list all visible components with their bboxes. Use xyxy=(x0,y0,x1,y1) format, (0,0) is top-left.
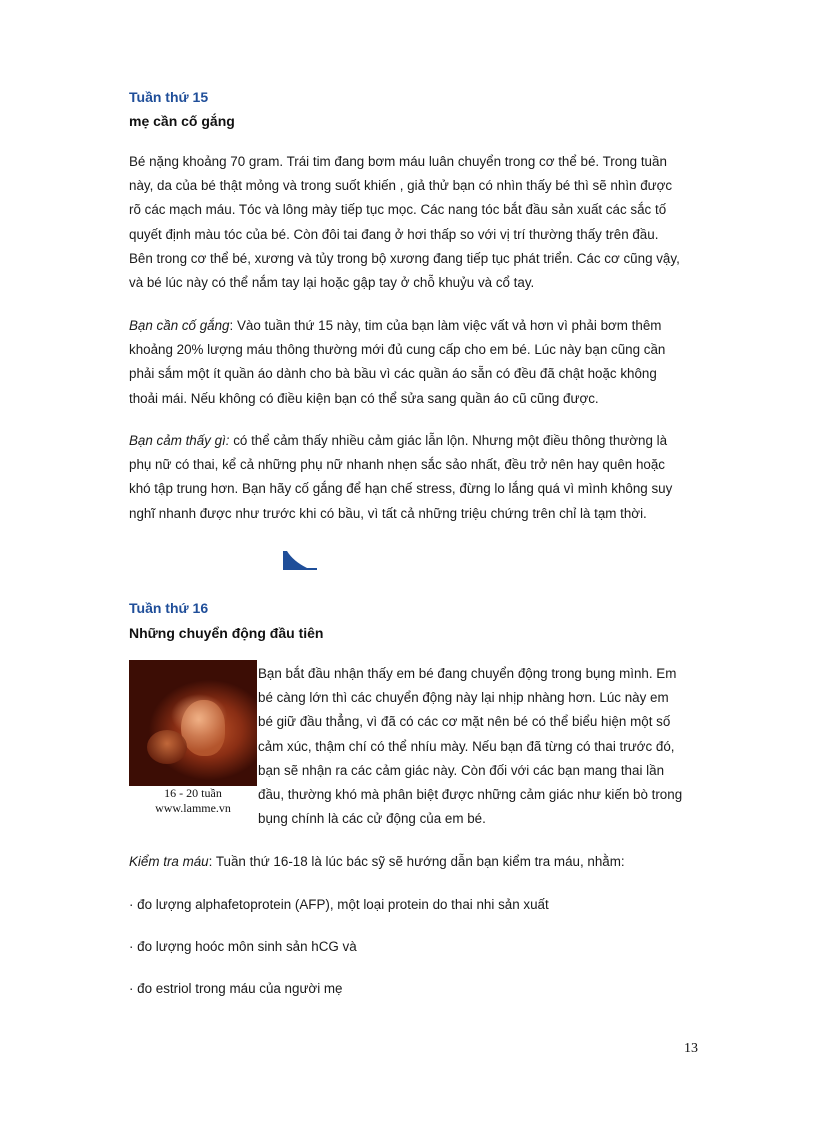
text-fragment: : Tuần thứ 16-18 là lúc bác sỹ sẽ hướng dẫn bạn kiểm tra máu, nhằm: xyxy=(208,854,625,869)
decorative-shape-icon xyxy=(283,551,317,570)
fetus-photo xyxy=(129,660,257,786)
photo-caption-site: www.lamme.vn xyxy=(155,801,231,815)
text-line: rõ các mạch máu. Tóc và lông mày tiếp tục mọc. Các nang tóc bắt đầu sản xuất các sắc tố xyxy=(129,202,667,218)
lead-phrase: Bạn cảm thấy gì: xyxy=(129,433,230,448)
page-number: 13 xyxy=(684,1041,698,1056)
text-line: này, da của bé thật mỏng và trong suốt khiến , giả thử bạn có nhìn thấy bé thì sẽ nhìn được xyxy=(129,178,673,194)
bullet-item: · đo lượng hoóc môn sinh sản hCG và xyxy=(129,939,357,954)
text-line: đầu, thường khó mà phân biệt được những cảm giác như kiến bò trong xyxy=(258,787,683,803)
text-line: Bạn bắt đầu nhận thấy em bé đang chuyển động trong bụng mình. Em xyxy=(258,666,677,681)
text-line: Bé nặng khoảng 70 gram. Trái tim đang bơm máu luân chuyển trong cơ thể bé. Trong tuần xyxy=(129,154,667,169)
text-line: bé giữ đầu thẳng, vì đã có các cơ mặt nên bé có thể biểu hiện một số xyxy=(258,714,671,730)
text-line: bạn sẽ nhận ra các cảm giác này. Còn đối với các bạn mang thai lần xyxy=(258,762,665,778)
lead-phrase: Bạn cần cố gắng xyxy=(129,318,230,333)
text-line: bé càng lớn thì các chuyển động này lại nhịp nhàng hơn. Lúc này em xyxy=(258,690,669,706)
photo-detail xyxy=(181,700,225,756)
text-line: bụng chính là các cử động của em bé. xyxy=(258,811,486,827)
lead-phrase: Kiểm tra máu xyxy=(129,854,209,869)
week16-subtitle: Những chuyển động đầu tiên xyxy=(129,625,324,641)
week16-paragraph-2 xyxy=(129,850,689,874)
text-fragment: có thể cảm thấy nhiều cảm giác lẫn lộn. Nhưng một điều thông thường là xyxy=(229,433,668,448)
week15-paragraph-3 xyxy=(129,429,689,526)
week15-paragraph-1 xyxy=(129,150,689,295)
week15-subtitle: mẹ cần cố gắng xyxy=(129,113,235,129)
text-line: Bên trong cơ thể bé, xương và tủy trong bộ xương đang tiếp tục phát triển. Các cơ cũng vậy, xyxy=(129,250,680,266)
photo-detail xyxy=(147,730,187,764)
text-line: cảm xúc, thậm chí có thể nhíu mày. Nếu bạn đã từng có thai trước đó, xyxy=(258,738,675,754)
text-line: nghĩ nhanh được như trước khi có bầu, vì tất cả những triệu chứng trên chỉ là tạm thời. xyxy=(129,505,647,521)
text-line: quyết định màu tóc của bé. Còn đôi tai đang ở hơi thấp so với vị trí thường thấy trên đầu. xyxy=(129,226,659,242)
bullet-item: · đo lượng alphafetoprotein (AFP), một loại protein do thai nhi sản xuất xyxy=(129,897,549,912)
text-line xyxy=(129,429,689,453)
text-line: phụ nữ có thai, kể cả những phụ nữ nhanh nhẹn sắc sảo nhất, đều trở nên hay quên hoặc xyxy=(129,457,665,473)
photo-caption-weeks: 16 - 20 tuần xyxy=(164,786,222,800)
text-line xyxy=(129,850,689,874)
text-line: khó tập trung hơn. Bạn hãy cố gắng để hạn chế stress, đừng lo lắng quá vì mình không suy xyxy=(129,481,673,497)
week15-title: Tuần thứ 15 xyxy=(129,89,209,105)
text-line: khoảng 20% lượng máu thông thường mới đủ cung cấp cho em bé. Lúc này bạn cũng cần xyxy=(129,342,666,358)
text-fragment: : Vào tuần thứ 15 này, tim của bạn làm việc vất vả hơn vì phải bơm thêm xyxy=(229,318,662,333)
week16-paragraph-1 xyxy=(258,662,698,831)
text-line xyxy=(129,314,689,338)
week15-paragraph-2 xyxy=(129,314,689,411)
text-line: thoải mái. Nếu không có điều kiện bạn có thể sửa sang quần áo cũ cũng được. xyxy=(129,390,599,406)
week16-title: Tuần thứ 16 xyxy=(129,600,209,616)
text-line: phải sắm một ít quần áo dành cho bà bầu vì các quần áo sẵn có đều đã chật hoặc không xyxy=(129,366,657,382)
bullet-item: · đo estriol trong máu của người mẹ xyxy=(129,981,343,996)
text-line: và bé lúc này có thể nắm tay lại hoặc gập tay ở chỗ khuỷu và cổ tay. xyxy=(129,275,535,291)
